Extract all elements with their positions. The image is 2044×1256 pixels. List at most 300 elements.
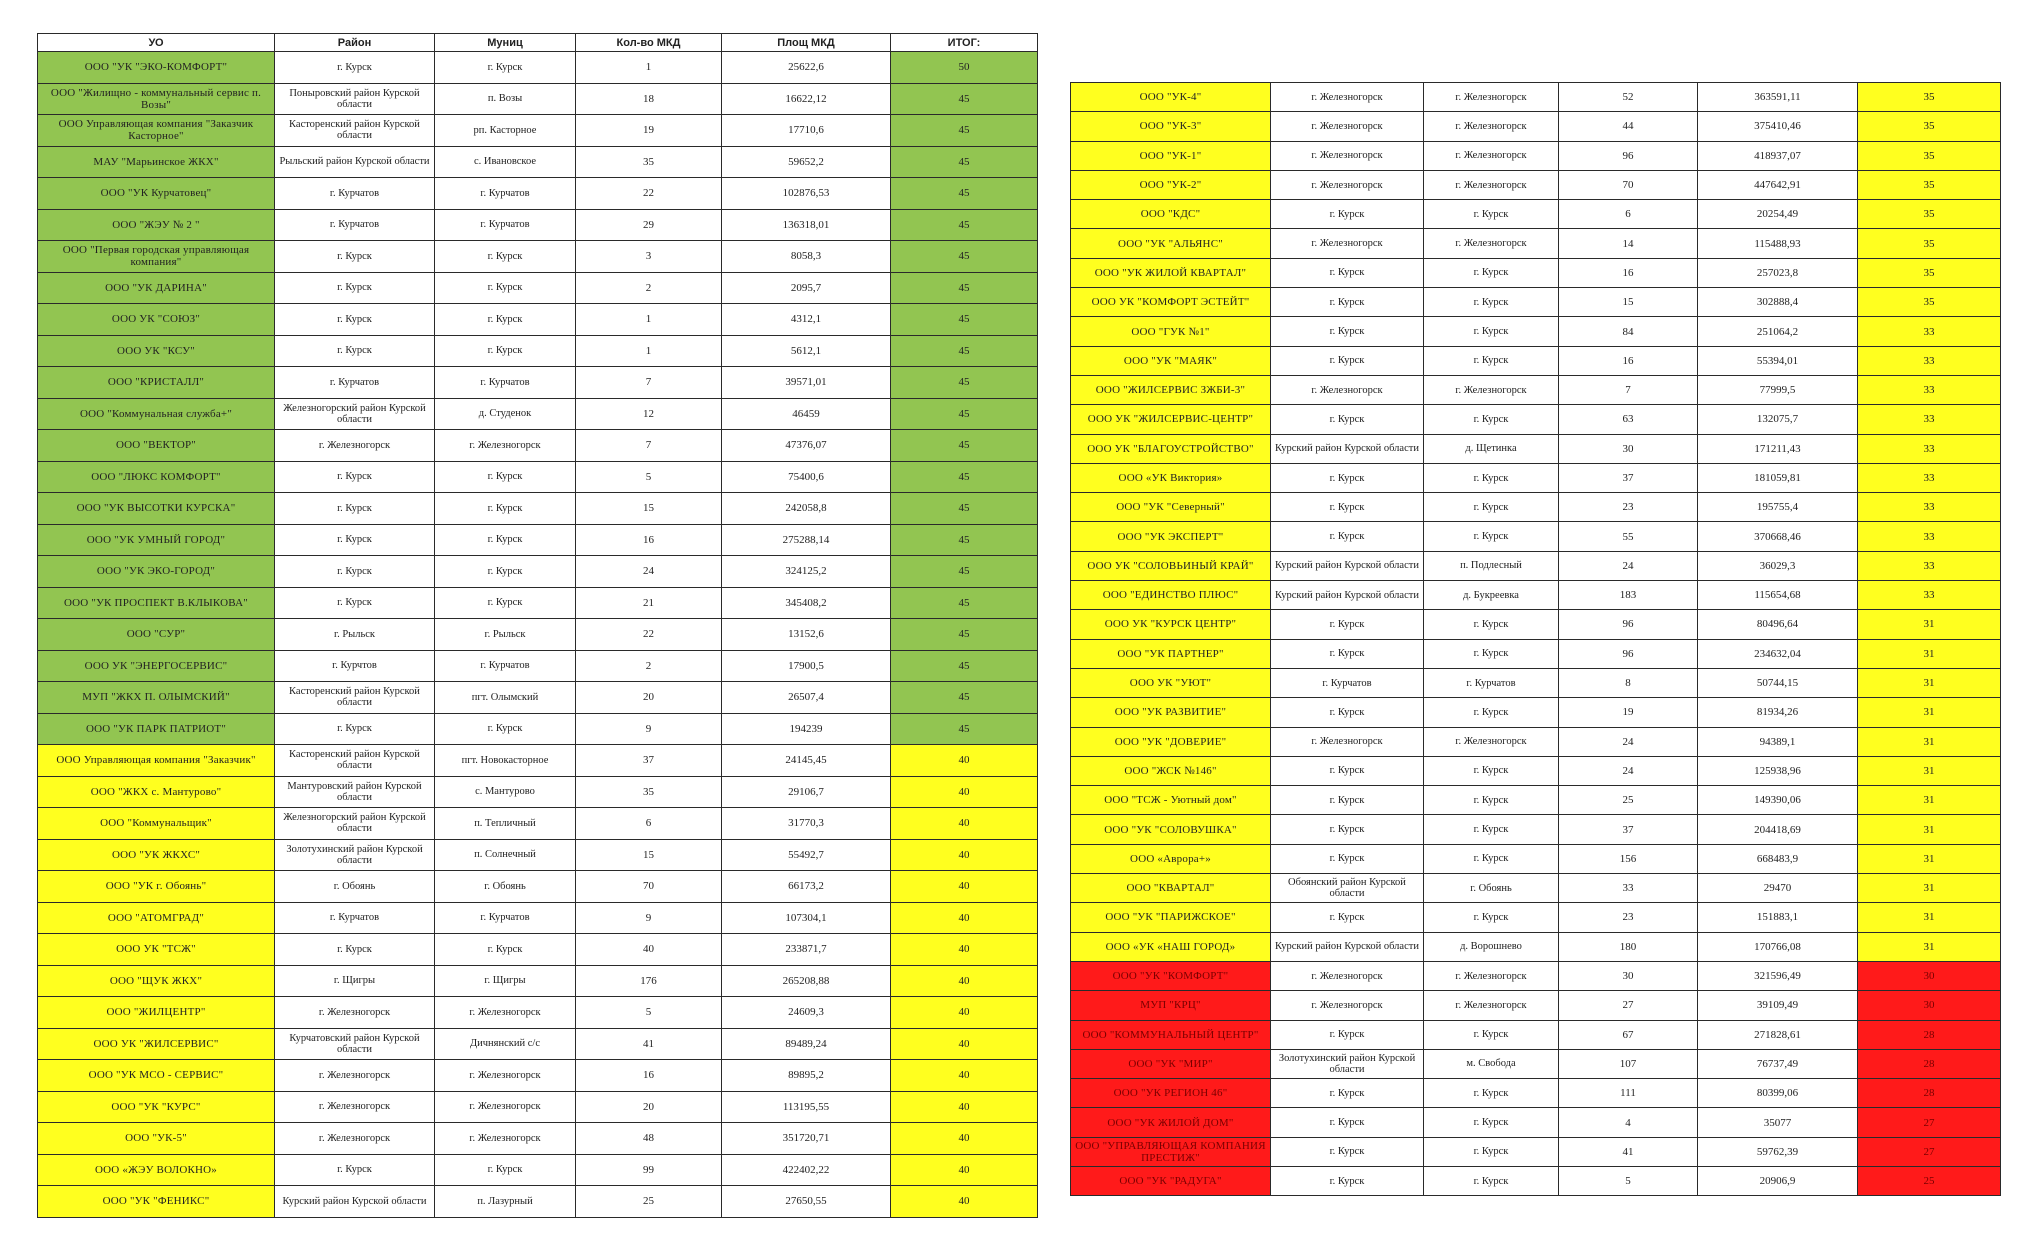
table-row [38,1091,1038,1123]
table-row [38,871,1038,903]
cell-total: 28 [1858,1049,2001,1078]
cell-area: 8058,3 [722,241,891,273]
cell-total: 31 [1858,903,2001,932]
cell-municipality: г. Курчатов [1424,668,1559,697]
table-row [38,461,1038,493]
cell-municipality: г. Курск [1424,639,1559,668]
cell-area: 39109,49 [1698,991,1858,1020]
cell-count: 24 [1559,756,1698,785]
cell-uo: ООО "АТОМГРАД" [38,902,275,934]
cell-uo: ООО УК "ТСЖ" [38,934,275,966]
header-municipality: Муниц [435,34,576,52]
cell-district: Мантуровский район Курской области [275,776,435,808]
cell-count: 37 [1559,815,1698,844]
cell-total: 40 [891,808,1038,840]
cell-count: 55 [1559,522,1698,551]
cell-area: 24145,45 [722,745,891,777]
cell-district: г. Курск [1271,200,1424,229]
table-row [1071,1079,2001,1108]
cell-total: 45 [891,335,1038,367]
table-row [38,619,1038,651]
cell-count: 16 [1559,346,1698,375]
cell-municipality: г. Железногорск [1424,727,1559,756]
cell-district: г. Курск [275,241,435,273]
cell-total: 40 [891,839,1038,871]
cell-count: 16 [576,1060,722,1092]
table-row [38,115,1038,147]
cell-district: Курчатовский район Курской области [275,1028,435,1060]
cell-district: г. Курск [275,52,435,84]
table-row [1071,434,2001,463]
cell-total: 33 [1858,463,2001,492]
table-row [38,776,1038,808]
cell-total: 50 [891,52,1038,84]
cell-municipality: г. Курск [1424,844,1559,873]
cell-district: г. Курчатов [1271,668,1424,697]
cell-uo: МУП "КРЦ" [1071,991,1271,1020]
cell-district: г. Железногорск [275,1123,435,1155]
cell-area: 275288,14 [722,524,891,556]
cell-uo: ООО "УК "РАДУГА" [1071,1166,1271,1195]
cell-total: 45 [891,272,1038,304]
cell-municipality: г. Железногорск [1424,112,1559,141]
cell-uo: ООО "УК-4" [1071,83,1271,112]
cell-municipality: г. Курск [435,52,576,84]
table-row [38,839,1038,871]
cell-municipality: г. Рыльск [435,619,576,651]
table-row [38,52,1038,84]
cell-count: 156 [1559,844,1698,873]
cell-count: 37 [1559,463,1698,492]
cell-municipality: п. Солнечный [435,839,576,871]
cell-total: 40 [891,934,1038,966]
cell-municipality: г. Курск [1424,493,1559,522]
cell-municipality: г. Курск [1424,522,1559,551]
cell-district: г. Железногорск [1271,727,1424,756]
cell-total: 33 [1858,581,2001,610]
cell-municipality: г. Курск [435,934,576,966]
cell-total: 45 [891,430,1038,462]
cell-district: г. Курск [1271,522,1424,551]
cell-count: 70 [1559,170,1698,199]
cell-district: Касторенский район Курской области [275,745,435,777]
cell-district: г. Железногорск [1271,375,1424,404]
cell-total: 33 [1858,493,2001,522]
cell-district: г. Курск [1271,786,1424,815]
cell-count: 37 [576,745,722,777]
cell-total: 31 [1858,844,2001,873]
cell-area: 55394,01 [1698,346,1858,375]
cell-total: 35 [1858,170,2001,199]
cell-district: г. Курчатов [275,178,435,210]
cell-district: г. Курск [275,304,435,336]
cell-uo: ООО "УК "ФЕНИКС" [38,1186,275,1218]
cell-count: 20 [576,682,722,714]
table-row [1071,991,2001,1020]
cell-uo: ООО "ЖСК №146" [1071,756,1271,785]
cell-area: 668483,9 [1698,844,1858,873]
cell-count: 180 [1559,932,1698,961]
cell-total: 40 [891,1091,1038,1123]
table-row [1071,1020,2001,1049]
cell-district: г. Курск [275,934,435,966]
cell-municipality: п. Подлесный [1424,551,1559,580]
cell-municipality: г. Курск [1424,346,1559,375]
cell-municipality: г. Курск [1424,756,1559,785]
cell-uo: ООО "УК-1" [1071,141,1271,170]
table-row [38,367,1038,399]
table-row [1071,961,2001,990]
cell-area: 375410,46 [1698,112,1858,141]
table-row [38,713,1038,745]
cell-area: 107304,1 [722,902,891,934]
cell-count: 19 [576,115,722,147]
cell-total: 33 [1858,434,2001,463]
table-row [1071,874,2001,903]
cell-municipality: г. Курск [1424,463,1559,492]
cell-area: 66173,2 [722,871,891,903]
cell-district: Золотухинский район Курской области [275,839,435,871]
table-row [1071,932,2001,961]
cell-uo: ООО "УК УМНЫЙ ГОРОД" [38,524,275,556]
cell-area: 17710,6 [722,115,891,147]
cell-area: 55492,7 [722,839,891,871]
cell-area: 80496,64 [1698,610,1858,639]
cell-uo: ООО УК "УЮТ" [1071,668,1271,697]
cell-municipality: г. Железногорск [1424,991,1559,1020]
cell-area: 59762,39 [1698,1137,1858,1166]
cell-total: 35 [1858,200,2001,229]
table-row [1071,844,2001,873]
cell-total: 45 [891,367,1038,399]
table-row [1071,83,2001,112]
cell-total: 45 [891,461,1038,493]
table-header-row [38,34,1038,52]
cell-uo: ООО "СУР" [38,619,275,651]
cell-area: 422402,22 [722,1154,891,1186]
cell-total: 28 [1858,1079,2001,1108]
cell-area: 132075,7 [1698,405,1858,434]
cell-total: 25 [1858,1166,2001,1195]
cell-area: 257023,8 [1698,258,1858,287]
cell-count: 8 [1559,668,1698,697]
cell-municipality: г. Курск [1424,1137,1559,1166]
cell-municipality: г. Курчатов [435,209,576,241]
cell-district: г. Курск [275,587,435,619]
cell-uo: ООО УК "СОЮЗ" [38,304,275,336]
cell-municipality: г. Курск [1424,698,1559,727]
cell-district: г. Курчатов [275,902,435,934]
cell-municipality: г. Курск [1424,317,1559,346]
cell-area: 20906,9 [1698,1166,1858,1195]
cell-district: г. Курск [1271,639,1424,668]
cell-district: г. Курчатов [275,209,435,241]
cell-uo: МАУ "Марьинское ЖКХ" [38,146,275,178]
cell-district: г. Курчтов [275,650,435,682]
cell-district: г. Курск [1271,1108,1424,1137]
cell-municipality: г. Курск [1424,1079,1559,1108]
cell-area: 149390,06 [1698,786,1858,815]
cell-count: 19 [1559,698,1698,727]
cell-total: 45 [891,619,1038,651]
cell-area: 265208,88 [722,965,891,997]
cell-uo: ООО "ГУК №1" [1071,317,1271,346]
cell-area: 4312,1 [722,304,891,336]
cell-count: 35 [576,776,722,808]
cell-uo: ООО "УК "МИР" [1071,1049,1271,1078]
cell-uo: ООО "УК "Северный" [1071,493,1271,522]
cell-uo: ООО "УК "СОЛОВУШКА" [1071,815,1271,844]
cell-area: 29106,7 [722,776,891,808]
table-body-right [1071,83,2001,1196]
cell-uo: ООО "УК ПАРТНЕР" [1071,639,1271,668]
cell-uo: ООО «УК «НАШ ГОРОД» [1071,932,1271,961]
header-district: Район [275,34,435,52]
cell-total: 40 [891,1186,1038,1218]
cell-uo: ООО "УК г. Обоянь" [38,871,275,903]
table-row [38,304,1038,336]
cell-municipality: п. Тепличный [435,808,576,840]
cell-total: 31 [1858,815,2001,844]
cell-area: 31770,3 [722,808,891,840]
cell-area: 115488,93 [1698,229,1858,258]
header-uo: УО [38,34,275,52]
cell-count: 24 [576,556,722,588]
cell-area: 20254,49 [1698,200,1858,229]
table-row [1071,1137,2001,1166]
cell-municipality: г. Курск [1424,786,1559,815]
cell-area: 26507,4 [722,682,891,714]
cell-district: г. Курск [275,272,435,304]
cell-municipality: г. Обоянь [1424,874,1559,903]
cell-total: 45 [891,209,1038,241]
cell-district: г. Курск [1271,1079,1424,1108]
table-row [1071,405,2001,434]
cell-municipality: г. Железногорск [1424,170,1559,199]
cell-total: 31 [1858,874,2001,903]
cell-municipality: г. Курчатов [435,650,576,682]
cell-count: 12 [576,398,722,430]
cell-area: 115654,68 [1698,581,1858,610]
cell-count: 18 [576,83,722,115]
cell-uo: ООО "ТСЖ - Уютный дом" [1071,786,1271,815]
cell-area: 171211,43 [1698,434,1858,463]
cell-municipality: г. Курск [1424,258,1559,287]
cell-municipality: г. Курск [435,304,576,336]
table-row [1071,170,2001,199]
cell-uo: ООО УК "КОМФОРТ ЭСТЕЙТ" [1071,288,1271,317]
table-row [38,83,1038,115]
cell-district: Курский район Курской области [1271,581,1424,610]
cell-count: 9 [576,902,722,934]
cell-district: г. Железногорск [275,1091,435,1123]
cell-count: 14 [1559,229,1698,258]
cell-district: Курский район Курской области [1271,551,1424,580]
cell-district: Рыльский район Курской области [275,146,435,178]
cell-area: 39571,01 [722,367,891,399]
cell-district: г. Курск [1271,258,1424,287]
cell-total: 31 [1858,727,2001,756]
cell-municipality: г. Курск [1424,815,1559,844]
cell-district: г. Железногорск [275,997,435,1029]
cell-total: 45 [891,146,1038,178]
cell-area: 102876,53 [722,178,891,210]
cell-municipality: д. Букреевка [1424,581,1559,610]
cell-count: 15 [1559,288,1698,317]
cell-district: Обоянский район Курской области [1271,874,1424,903]
cell-district: г. Курск [275,556,435,588]
cell-total: 40 [891,871,1038,903]
cell-uo: ООО "Коммунальная служба+" [38,398,275,430]
cell-uo: ООО "КДС" [1071,200,1271,229]
cell-municipality: г. Железногорск [1424,229,1559,258]
cell-uo: ООО "УК "ДОВЕРИЕ" [1071,727,1271,756]
cell-count: 23 [1559,493,1698,522]
table-row [38,808,1038,840]
cell-municipality: д. Щетинка [1424,434,1559,463]
cell-district: г. Курск [275,1154,435,1186]
cell-district: Железногорский район Курской области [275,808,435,840]
cell-total: 31 [1858,932,2001,961]
cell-total: 35 [1858,112,2001,141]
cell-total: 27 [1858,1108,2001,1137]
cell-district: г. Курск [275,713,435,745]
cell-uo: ООО УК "ЭНЕРГОСЕРВИС" [38,650,275,682]
cell-total: 45 [891,83,1038,115]
table-row [1071,463,2001,492]
cell-area: 251064,2 [1698,317,1858,346]
table-row [1071,288,2001,317]
cell-count: 5 [576,461,722,493]
cell-total: 40 [891,997,1038,1029]
cell-count: 5 [1559,1166,1698,1195]
cell-count: 7 [576,430,722,462]
cell-count: 84 [1559,317,1698,346]
cell-uo: ООО "КОММУНАЛЬНЫЙ ЦЕНТР" [1071,1020,1271,1049]
table-row [38,1028,1038,1060]
cell-uo: ООО УК "ЖИЛСЕРВИС" [38,1028,275,1060]
cell-count: 24 [1559,551,1698,580]
cell-municipality: г. Железногорск [435,1091,576,1123]
cell-area: 81934,26 [1698,698,1858,727]
cell-uo: ООО "ЖИЛСЕРВИС ЗЖБИ-3" [1071,375,1271,404]
table-row [1071,815,2001,844]
cell-uo: ООО "УК "КУРС" [38,1091,275,1123]
cell-uo: ООО УК "КУРСК ЦЕНТР" [1071,610,1271,639]
cell-total: 31 [1858,786,2001,815]
table-row [38,241,1038,273]
cell-municipality: г. Курск [1424,200,1559,229]
cell-area: 94389,1 [1698,727,1858,756]
rating-table-right [1070,82,2001,1196]
cell-municipality: г. Курск [1424,405,1559,434]
cell-district: г. Железногорск [275,430,435,462]
cell-count: 22 [576,619,722,651]
cell-district: Курский район Курской области [1271,434,1424,463]
cell-area: 50744,15 [1698,668,1858,697]
cell-area: 447642,91 [1698,170,1858,199]
cell-municipality: г. Курчатов [435,367,576,399]
header-total: ИТОГ: [891,34,1038,52]
cell-count: 96 [1559,639,1698,668]
table-row [1071,141,2001,170]
cell-district: г. Курск [1271,698,1424,727]
cell-count: 70 [576,871,722,903]
table-row [1071,1049,2001,1078]
cell-count: 23 [1559,903,1698,932]
cell-municipality: г. Курск [435,493,576,525]
cell-uo: ООО "УК ПАРК ПАТРИОТ" [38,713,275,745]
cell-area: 351720,71 [722,1123,891,1155]
cell-district: г. Курчатов [275,367,435,399]
cell-uo: ООО "КРИСТАЛЛ" [38,367,275,399]
cell-uo: ООО "УК МСО - СЕРВИС" [38,1060,275,1092]
cell-municipality: г. Курск [1424,1020,1559,1049]
cell-count: 25 [1559,786,1698,815]
cell-uo: ООО "УК "ЭКО-КОМФОРТ" [38,52,275,84]
cell-municipality: с. Ивановское [435,146,576,178]
cell-total: 31 [1858,668,2001,697]
cell-count: 1 [576,52,722,84]
cell-district: г. Курск [1271,756,1424,785]
cell-count: 16 [1559,258,1698,287]
cell-municipality: г. Курск [1424,288,1559,317]
table-row [1071,317,2001,346]
cell-total: 40 [891,1028,1038,1060]
table-row [38,745,1038,777]
cell-count: 16 [576,524,722,556]
cell-total: 33 [1858,317,2001,346]
cell-municipality: г. Курск [435,1154,576,1186]
cell-municipality: с. Мантурово [435,776,576,808]
cell-count: 183 [1559,581,1698,610]
cell-uo: ООО «УК Виктория» [1071,463,1271,492]
table-row [1071,1108,2001,1137]
cell-count: 96 [1559,610,1698,639]
cell-uo: ООО «Аврора+» [1071,844,1271,873]
table-row [38,587,1038,619]
table-row [1071,229,2001,258]
cell-area: 125938,96 [1698,756,1858,785]
cell-uo: ООО "ЩУК ЖКХ" [38,965,275,997]
table-row [38,178,1038,210]
cell-uo: ООО "УК РАЗВИТИЕ" [1071,698,1271,727]
cell-area: 302888,4 [1698,288,1858,317]
cell-district: г. Курск [1271,1137,1424,1166]
cell-municipality: г. Железногорск [1424,83,1559,112]
cell-district: г. Курск [1271,317,1424,346]
cell-total: 45 [891,556,1038,588]
cell-area: 370668,46 [1698,522,1858,551]
cell-uo: ООО УК "СОЛОВЬИНЫЙ КРАЙ" [1071,551,1271,580]
cell-municipality: г. Железногорск [435,997,576,1029]
cell-total: 45 [891,304,1038,336]
cell-municipality: г. Обоянь [435,871,576,903]
cell-area: 204418,69 [1698,815,1858,844]
cell-uo: ООО "УК-2" [1071,170,1271,199]
cell-district: г. Курск [1271,463,1424,492]
cell-municipality: Дичнянский с/с [435,1028,576,1060]
cell-municipality: м. Свобода [1424,1049,1559,1078]
cell-uo: ООО УК "КСУ" [38,335,275,367]
cell-total: 40 [891,965,1038,997]
header-count: Кол-во МКД [576,34,722,52]
cell-district: г. Курск [275,461,435,493]
cell-count: 30 [1559,961,1698,990]
cell-area: 75400,6 [722,461,891,493]
cell-count: 35 [576,146,722,178]
cell-area: 29470 [1698,874,1858,903]
